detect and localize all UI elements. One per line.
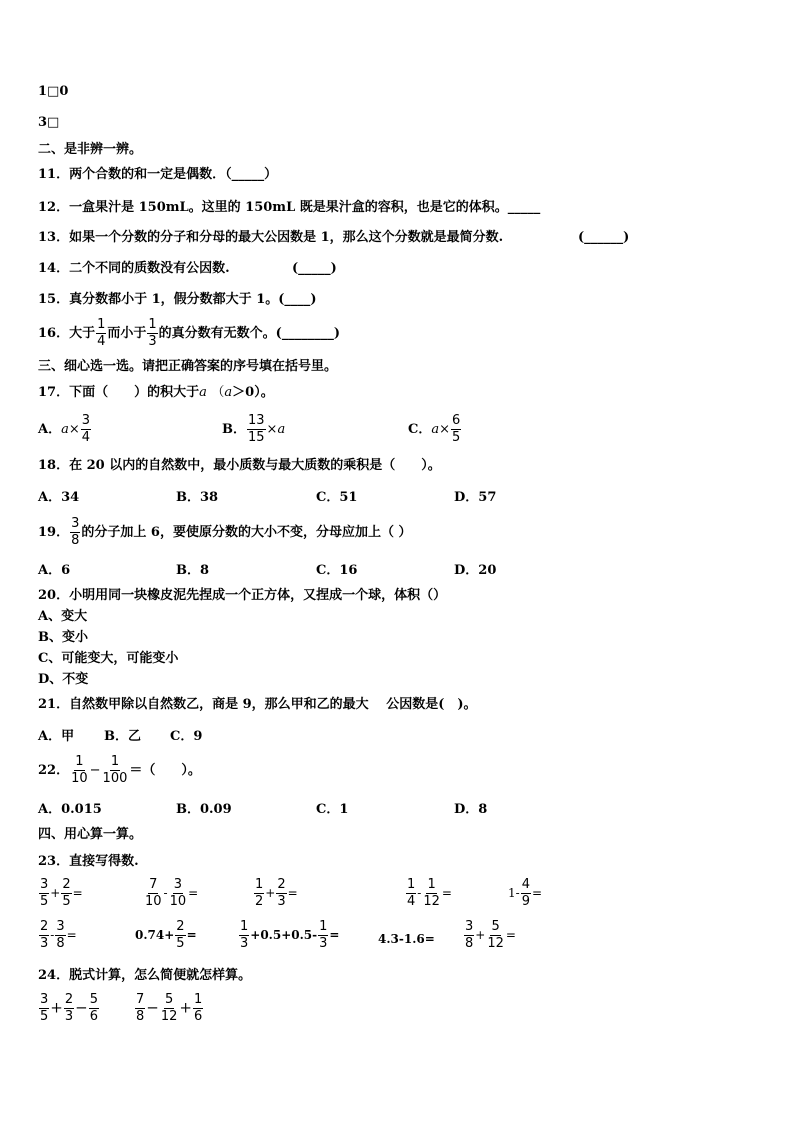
option-18-a: A．34: [38, 490, 80, 505]
fraction: [247, 414, 266, 445]
question-14: 14．二个不同的质数没有公因数.: [38, 261, 230, 276]
equals: =: [188, 886, 199, 900]
numerator: 2: [40, 919, 49, 934]
numerator: 3: [81, 413, 91, 428]
operator: −: [75, 998, 88, 1017]
denominator: 10: [169, 894, 187, 909]
expression-24-1: [38, 993, 100, 1024]
fraction: [89, 993, 99, 1024]
denominator: 5: [40, 894, 49, 909]
section-title-3: 三、细心选一选。请把正确答案的序号填在括号里。: [38, 359, 338, 374]
equals: =: [72, 886, 83, 900]
option-19-d: D．20: [454, 563, 497, 578]
option-21-b: B．乙: [104, 729, 141, 744]
question-21: 21．自然数甲除以自然数乙，商是 9，那么甲和乙的最大 公因数是( )。: [38, 697, 477, 712]
denominator: 6: [193, 1009, 203, 1024]
fraction: [486, 920, 505, 951]
fraction: [70, 755, 89, 786]
option-label: C．: [408, 422, 432, 437]
fraction: [39, 920, 49, 951]
option-18-c: C．51: [316, 490, 358, 505]
option-18-b: B．38: [176, 490, 219, 505]
operator: −: [146, 998, 159, 1017]
denominator: 3: [40, 936, 49, 951]
question-12: 12．一盒果汁是 150mL。这里的 150mL 既是果汁盒的容积，也是它的体积。_____: [38, 200, 541, 215]
denominator: 5: [176, 936, 185, 951]
calc-4: [405, 878, 452, 909]
question-18: 18．在 20 以内的自然数中，最小质数与最大质数的乘积是（ ）。: [38, 458, 441, 473]
numerator: 1: [75, 754, 84, 769]
question-20: 20．小明用同一块橡皮泥先捏成一个正方体，又捏成一个球，体积（）: [38, 588, 447, 603]
calc-6: [38, 920, 77, 951]
calc-1: [38, 878, 83, 909]
numerator: 3: [465, 919, 474, 934]
denominator: 5: [452, 430, 461, 445]
question-23: 23．直接写得数.: [38, 854, 139, 869]
equals: =: [531, 886, 543, 900]
numerator: 1: [407, 877, 416, 892]
numerator: 1: [255, 877, 264, 892]
calc-5: [508, 878, 542, 909]
question-16-text-1: 16．大于: [38, 326, 96, 341]
equals: =: [66, 928, 77, 942]
denominator: 12: [487, 936, 504, 951]
expr-middle: +0.5+0.5-: [250, 928, 318, 942]
equals: =: [186, 928, 197, 942]
question-16-text-2: 而小于: [107, 326, 147, 341]
numerator: 3: [40, 992, 49, 1007]
numerator: 5: [89, 992, 98, 1007]
denominator: 8: [71, 533, 80, 548]
calc-8: [238, 920, 339, 951]
option-19-c: C．16: [316, 563, 358, 578]
fraction: [70, 517, 80, 548]
numerator: 7: [136, 992, 145, 1007]
question-22-tail: ＝（ ）。: [129, 763, 201, 778]
numerator: 3: [173, 877, 183, 892]
option-22-d: D．8: [454, 802, 488, 817]
fraction: [64, 993, 74, 1024]
fraction: [160, 993, 179, 1024]
equals: =: [505, 928, 516, 942]
fraction: [144, 878, 163, 909]
denominator: 15: [248, 430, 265, 445]
option-expr: a×: [61, 422, 80, 437]
numerator: 2: [62, 877, 71, 892]
numerator: 1: [319, 919, 328, 934]
denominator: 8: [465, 936, 474, 951]
numerator: 2: [176, 919, 185, 934]
section-title-2: 二、是非辨一辨。: [38, 142, 143, 157]
option-expr: ×a: [266, 422, 286, 437]
denominator: 3: [277, 894, 286, 909]
numerator: 4: [521, 877, 530, 892]
question-number: 22．: [38, 763, 70, 778]
section-title-4: 四、用心算一算。: [38, 827, 143, 842]
numerator: 3: [40, 877, 49, 892]
option-17-c: [408, 414, 462, 445]
question-17-stem: 17．下面（ ）的积大于: [38, 385, 200, 400]
equals: =: [441, 886, 452, 900]
denominator: 10: [145, 894, 162, 909]
denominator: 6: [89, 1009, 98, 1024]
expression-24-2: [134, 993, 204, 1024]
question-15: 15．真分数都小于 1，假分数都大于 1。(____): [38, 292, 317, 307]
fraction: [193, 993, 203, 1024]
denominator: 12: [160, 1009, 178, 1024]
expr-prefix: 1-: [508, 886, 520, 900]
calc-7: [135, 920, 197, 951]
denominator: 4: [407, 894, 416, 909]
denominator: 4: [97, 334, 106, 349]
option-22-c: C．1: [316, 802, 349, 817]
fraction: [102, 755, 129, 786]
fraction: [55, 920, 65, 951]
fraction: [276, 878, 286, 909]
calc-10: [463, 920, 516, 951]
option-17-b: [222, 414, 285, 445]
operator: +: [50, 998, 63, 1017]
fraction: [406, 878, 416, 909]
operator: -: [50, 928, 55, 942]
fraction: [39, 878, 49, 909]
question-14-blank: (_____): [292, 261, 337, 276]
option-20-a: A、变大: [38, 609, 88, 624]
fraction: [521, 878, 531, 909]
denominator: 3: [64, 1009, 74, 1024]
fraction: [169, 878, 188, 909]
fraction: [451, 414, 461, 445]
question-24: 24．脱式计算，怎么简便就怎样算。: [38, 968, 252, 983]
equals: =: [329, 928, 340, 942]
header-fragment-1: 1□0: [38, 84, 69, 99]
fraction: [96, 318, 106, 349]
question-19-stem: 的分子加上 6，要使原分数的大小不变，分母应加上（ ）: [81, 525, 412, 540]
operator: +: [179, 998, 192, 1017]
question-13: 13．如果一个分数的分子和分母的最大公因数是 1，那么这个分数就是最简分数.: [38, 230, 504, 245]
numerator: 1: [193, 992, 203, 1007]
fraction: [81, 414, 91, 445]
operator: +: [475, 928, 486, 942]
denominator: 8: [56, 936, 65, 951]
denominator: 5: [62, 894, 71, 909]
calc-2: [143, 878, 198, 909]
option-label: B．: [222, 422, 246, 437]
denominator: 4: [81, 430, 91, 445]
numerator: 7: [149, 877, 158, 892]
denominator: 2: [255, 894, 264, 909]
header-fragment-2: 3□: [38, 115, 60, 130]
option-18-d: D．57: [454, 490, 497, 505]
denominator: 12: [423, 894, 440, 909]
question-13-blank: (______): [578, 230, 630, 245]
equals: =: [287, 886, 298, 900]
calc-3: [253, 878, 298, 909]
numerator: 5: [164, 992, 174, 1007]
numerator: 1: [427, 877, 436, 892]
option-label: A．: [38, 422, 62, 437]
operator: -: [163, 886, 168, 900]
operator: +: [50, 886, 61, 900]
fraction: [147, 318, 157, 349]
denominator: 3: [319, 936, 328, 951]
fraction: [422, 878, 441, 909]
denominator: 3: [148, 334, 157, 349]
denominator: 10: [71, 771, 88, 786]
variable: a: [224, 385, 233, 400]
operator: -: [417, 886, 422, 900]
operator: +: [265, 886, 276, 900]
expr-prefix: 0.74+: [135, 928, 175, 942]
option-expr: a×: [431, 422, 451, 437]
numerator: 3: [56, 919, 65, 934]
question-11: 11．两个合数的和一定是偶数．（_____）: [38, 167, 278, 182]
question-number: 19．: [38, 525, 70, 540]
numerator: 1: [110, 754, 120, 769]
option-17-a: [38, 414, 92, 445]
operator: −: [89, 763, 101, 778]
option-21-a: A．甲: [38, 729, 75, 744]
denominator: 3: [240, 936, 249, 951]
numerator: 1: [240, 919, 249, 934]
fraction: [254, 878, 264, 909]
option-19-b: B．8: [176, 563, 210, 578]
denominator: 100: [102, 771, 128, 786]
option-20-c: C、可能变大，可能变小: [38, 651, 179, 666]
option-19-a: A．6: [38, 563, 71, 578]
fraction: [61, 878, 71, 909]
numerator: 5: [491, 919, 500, 934]
numerator: 6: [452, 413, 461, 428]
question-16: [38, 318, 340, 349]
option-22-a: A．0.015: [38, 802, 102, 817]
numerator: 1: [97, 317, 106, 332]
numerator: 3: [71, 516, 80, 531]
fraction: [135, 993, 145, 1024]
fraction: [464, 920, 474, 951]
numerator: 2: [64, 992, 74, 1007]
denominator: 5: [40, 1009, 49, 1024]
paren: （: [211, 385, 225, 400]
option-21-c: C．9: [170, 729, 203, 744]
option-20-d: D、不变: [38, 672, 89, 687]
question-16-text-3: 的真分数有无数个。(________): [158, 326, 340, 341]
question-22: [38, 755, 201, 786]
fraction: [175, 920, 185, 951]
fraction: [239, 920, 249, 951]
option-20-b: B、变小: [38, 630, 88, 645]
denominator: 8: [136, 1009, 145, 1024]
calc-9: 4.3-1.6=: [378, 932, 435, 946]
question-19: [38, 517, 411, 548]
condition: ＞0）。: [232, 385, 274, 400]
fraction: [318, 920, 328, 951]
question-17: [38, 385, 274, 401]
numerator: 13: [248, 413, 265, 428]
variable: a: [199, 385, 207, 400]
numerator: 1: [148, 317, 157, 332]
fraction: [39, 993, 49, 1024]
option-22-b: B．0.09: [176, 802, 232, 817]
numerator: 2: [277, 877, 286, 892]
denominator: 9: [521, 894, 530, 909]
